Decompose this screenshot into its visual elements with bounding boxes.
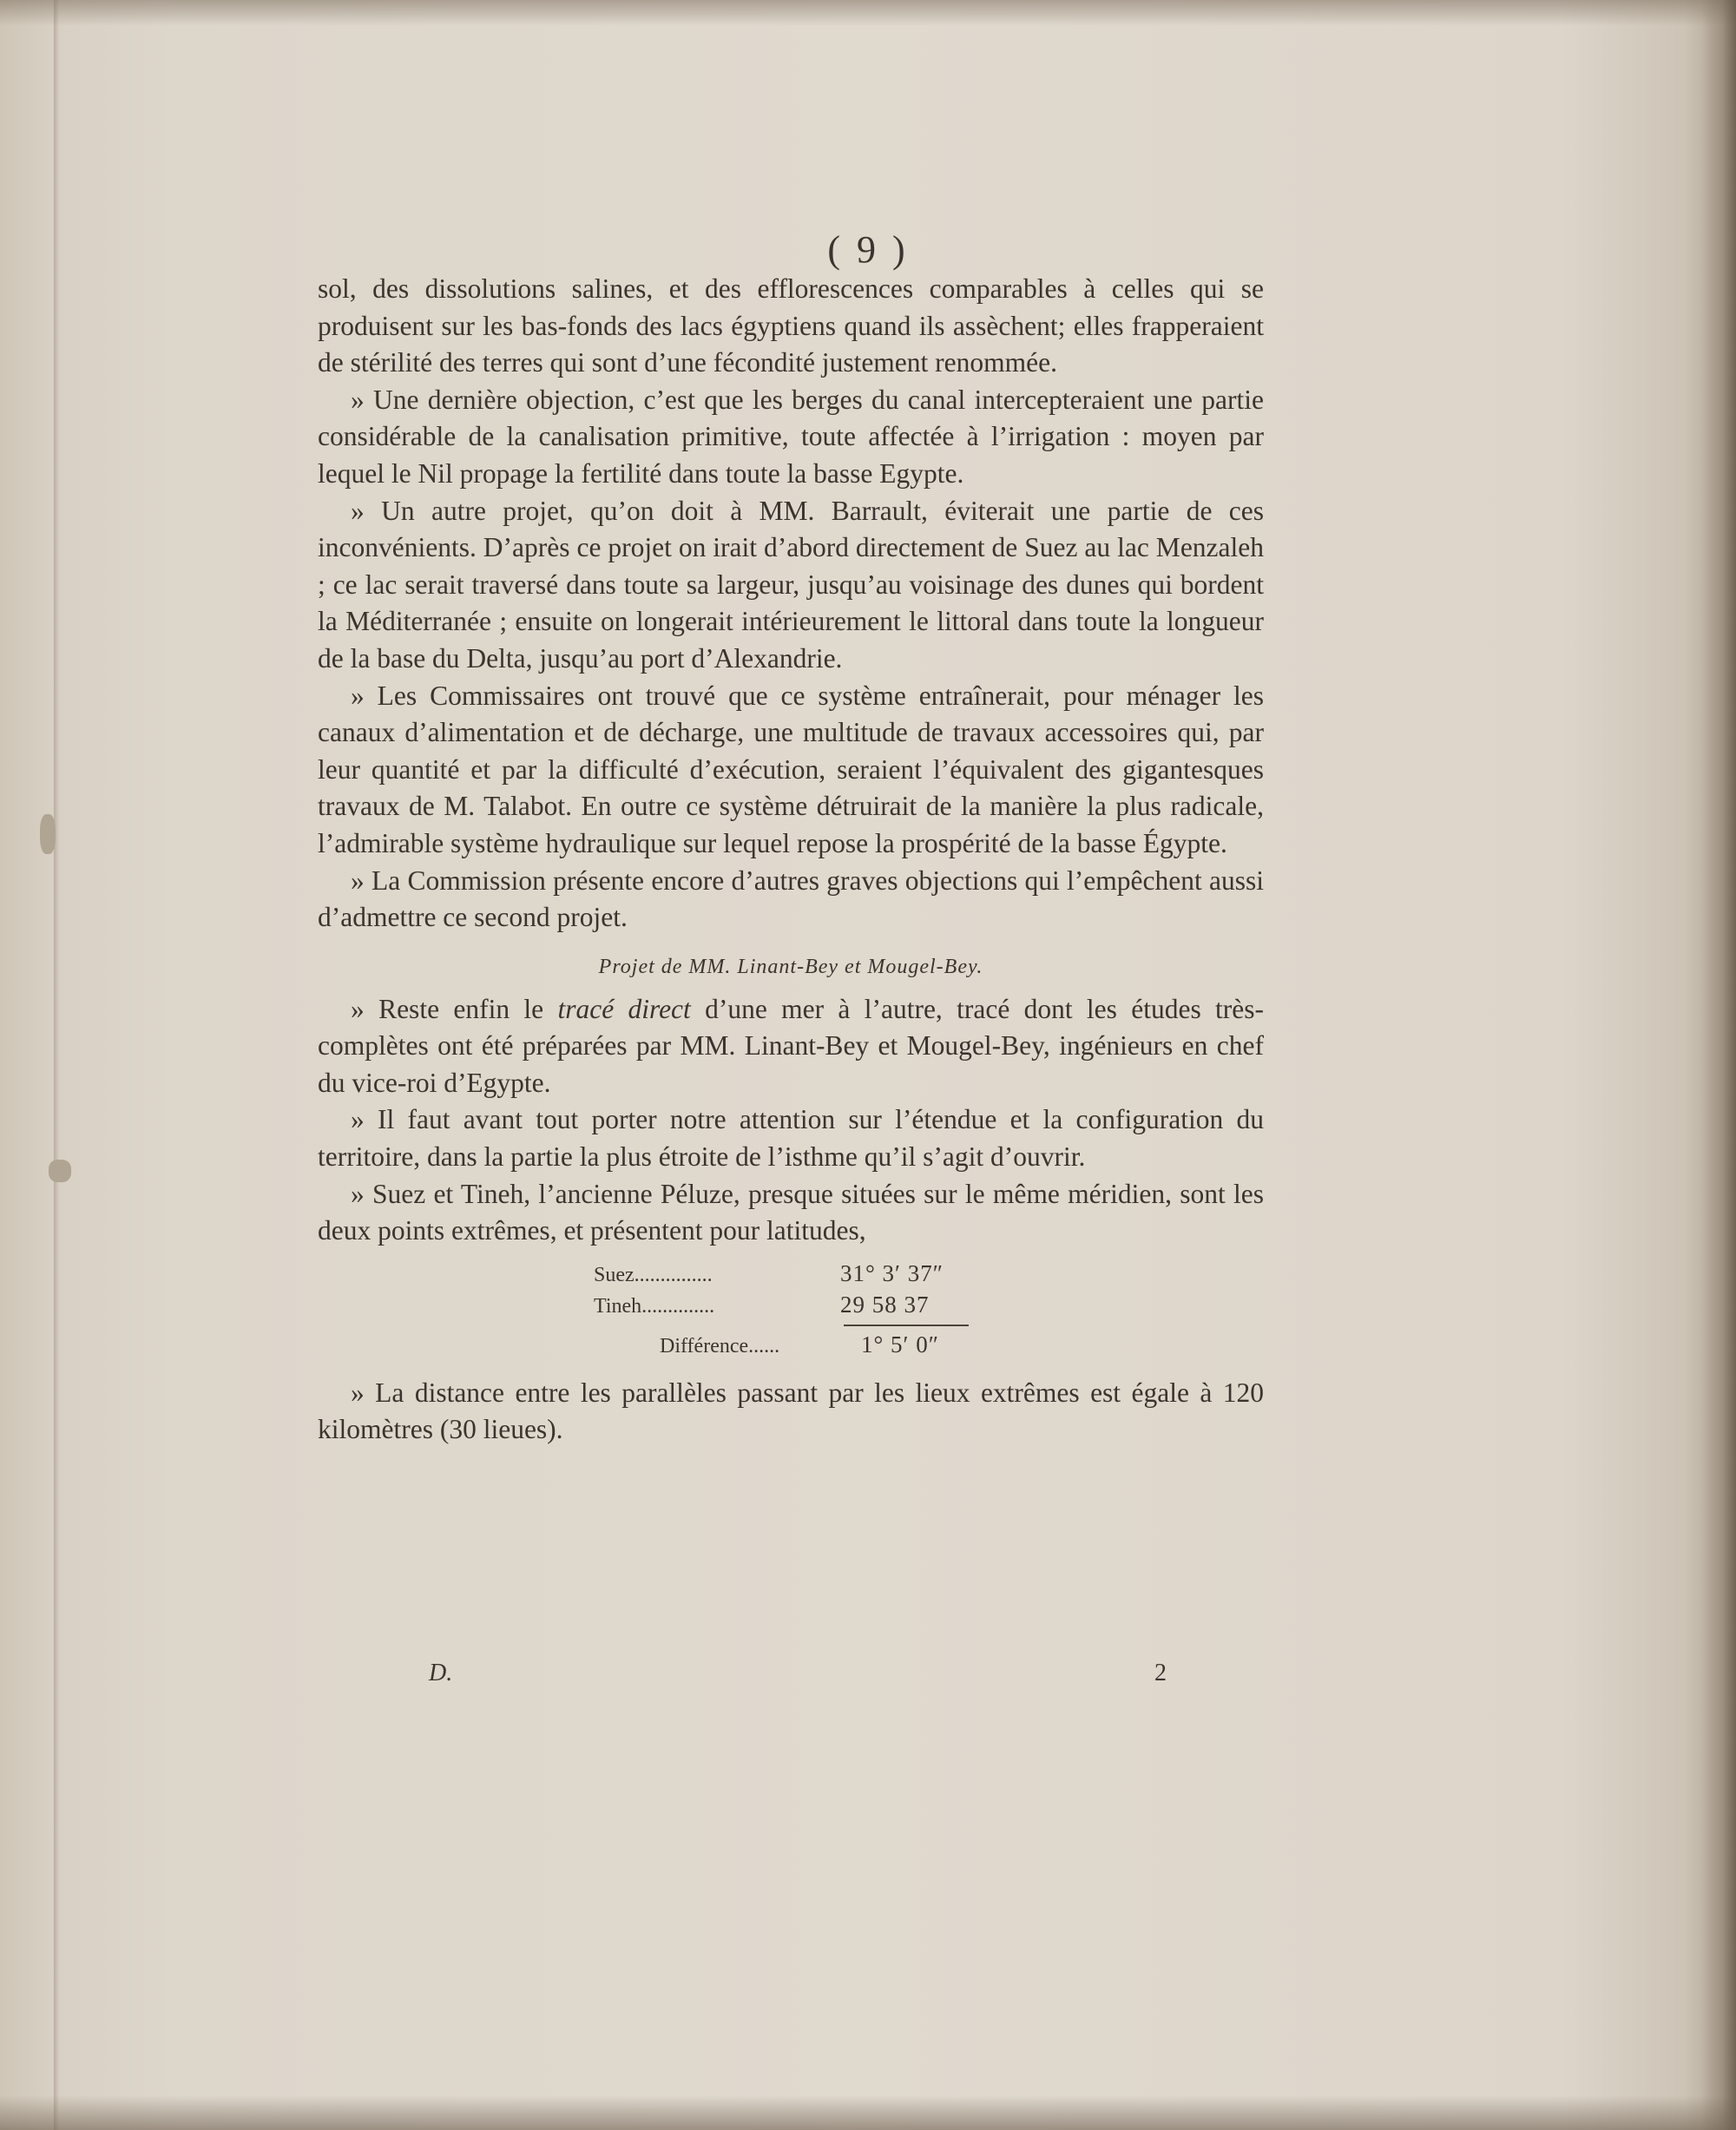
page-edge-right (1701, 0, 1736, 2130)
paragraph: » Les Commissaires ont trouvé que ce système entraînerait, pour ménager les canaux d’alimentation et de décharge, une multitude de travaux accessoires qui, par leur quantité et par la difficulté d’exécution, seraient l’équivalent des gigantesques travaux de M. Talabot. En outre ce système détruirait de la manière la plus radicale, l’admirable système hydraulique sur lequel repose la prospérité de la basse Égypte. (318, 680, 1264, 858)
latitude-table (318, 1260, 1264, 1363)
signature-mark: D. (429, 1660, 453, 1686)
page-number: ( 9 ) (827, 228, 909, 271)
paragraph: » Un autre projet, qu’on doit à MM. Barrault, éviterait une partie de ces inconvénients. D’après ce projet on irait d’abord directement de Suez au lac Menzaleh ; ce lac serait traversé dans toute sa largeur, jusqu’au voisinage des dunes qui bordent la Méditerranée ; ensuite on longerait intérieurement le littoral dans toute la longueur de la base du Delta, jusqu’au port d’Alexandrie. (318, 495, 1264, 674)
paragraph (318, 991, 1264, 1102)
latitude-value: 31° 3′ 37″ (840, 1259, 944, 1286)
difference-value: 1° 5′ 0″ (861, 1331, 939, 1358)
latitude-difference-row (594, 1331, 1264, 1363)
emphasis-text: tracé direct (557, 993, 691, 1024)
latitude-value: 29 58 37 (840, 1291, 930, 1318)
page-edge-bottom (0, 2095, 1736, 2130)
paper-tear-mark (49, 1160, 71, 1182)
latitude-row (594, 1292, 1264, 1323)
paper-tear-mark (40, 814, 56, 854)
paragraph: sol, des dissolutions salines, et des efflorescences comparables à celles qui se produisent sur les bas-fonds des lacs égyptiens quand ils assèchent; elles frapperaient de stérilité des terres qui sont d’une fécondité justement renommée. (318, 273, 1264, 378)
latitude-row (594, 1260, 1264, 1292)
latitude-label: Suez............... (594, 1263, 713, 1286)
latitude-label: Tineh.............. (594, 1294, 715, 1318)
paragraph: » Il faut avant tout porter notre attention sur l’étendue et la configuration du territoire, dans la partie la plus étroite de l’isthme qu’il s’agit d’ouvrir. (318, 1104, 1264, 1173)
sum-divider-line (844, 1325, 969, 1326)
paragraph: » Une dernière objection, c’est que les berges du canal intercepteraient une partie considérable de la canalisation primitive, toute affectée à l’irrigation : moyen par lequel le Nil propage la fertilité dans toute la basse Egypte. (318, 384, 1264, 489)
paragraph: » Suez et Tineh, l’ancienne Péluze, presque situées sur le même méridien, sont les deux points extrêmes, et présentent pour latitudes, (318, 1178, 1264, 1246)
paragraph: » La distance entre les parallèles passant par les lieux extrêmes est égale à 120 kilomètres (30 lieues). (318, 1377, 1264, 1445)
section-title: Projet de MM. Linant-Bey et Mougel-Bey. (598, 955, 983, 978)
paragraph-text: d’une mer à l’autre, tracé dont les études très-complètes ont été préparées par MM. Linant-Bey et Mougel-Bey, ingénieurs en chef du vice-roi d’Egypte. (318, 993, 1264, 1098)
book-gutter (54, 0, 59, 2130)
sheet-number: 2 (1154, 1660, 1167, 1686)
page-edge-top (0, 0, 1736, 26)
paragraph-text: » Reste enfin le (351, 993, 558, 1024)
body-text (318, 271, 1264, 1449)
difference-label: Différence...... (660, 1334, 780, 1358)
paragraph: » La Commission présente encore d’autres graves objections qui l’empêchent aussi d’admettre ce second projet. (318, 864, 1264, 933)
page-footer (429, 1660, 1167, 1687)
